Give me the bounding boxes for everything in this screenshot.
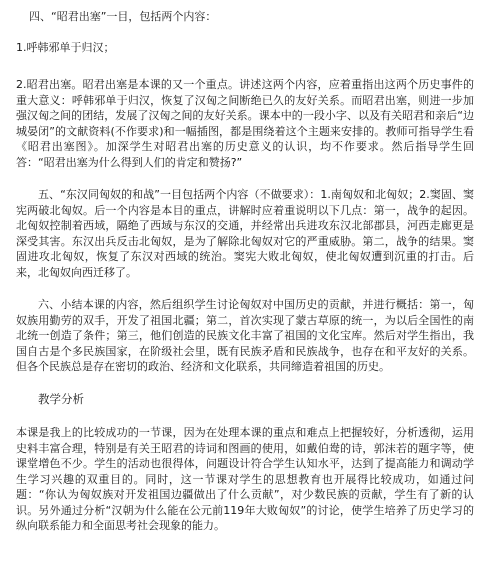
section-five-paragraph: 五、“东汉同匈奴的和战”一目包括两个内容（不做要求）：1.南匈奴和北匈奴；2.窦固、窦宪两破北匈奴。后一个内容是本目的重点，讲解时应着重说明以下几点：第一，战争的起因。北匈奴控制着西域，隔绝了西域与东汉的交通，并经常出兵进攻东汉北部郡县，河西走廊更是深受其害。东汉出兵反击北匈奴，是为了解除北匈奴对它的严重威胁。第二，战争的结果。窦固进攻北匈奴，恢复了东汉对西域的统治。窦宪大败北匈奴，使北匈奴遭到沉重的打击。后来，北匈奴向西迁移了。 [16, 188, 474, 279]
section-six-paragraph: 六、小结本课的内容，然后组织学生讨论匈奴对中国历史的贡献，并进行概括：第一，匈奴族用勤劳的双手，开发了祖国北疆；第二，首次实现了蒙古草原的统一，为以后全国性的南北统一创造了条件；第三，他们创造的民族文化丰富了祖国的文化宝库。然后对学生指出，我国自古是个多民族国家，在阶级社会里，既有民族矛盾和民族战争，也存在和平友好的关系。但各个民族总是存在密切的政治、经济和文化联系，共同缔造着祖国的历史。 [16, 298, 474, 373]
point-two-paragraph: 2.昭君出塞。昭君出塞是本课的又一个重点。讲述这两个内容，应着重指出这两个历史事件的重大意义：呼韩邪单于归汉，恢复了汉匈之间断绝已久的友好关系。而昭君出塞，则进一步加强汉匈之间的团结，发展了汉匈之间的友好关系。课本中的一段小字、以及有关昭君和亲后“边城晏闭”的文献资料(不作要求)和一幅插图，都是围绕着这个主题来安排的。教师可指导学生看《昭君出塞图》。加深学生对昭君出塞的历史意义的认识，均不作要求。然后指导学生回答：“昭君出塞为什么得到人们的肯定和赞扬?” [16, 78, 474, 169]
teaching-analysis-title: 教学分析 [38, 391, 84, 406]
teaching-analysis-paragraph: 本课是我上的比较成功的一节课，因为在处理本课的重点和难点上把握较好，分析透彻，运用史料丰富合理，特别是有关王昭君的诗词和图画的使用，如戴伯鸯的诗，郭沫若的题字等，使课堂增色不少。学生的活动也很得体，问题设计符合学生认知水平，达到了提高能力和调动学生学习兴趣的双重目的。同时，这一节课对学生的思想教育也开展得比较成功，如通过问题：“你认为匈奴族对开发祖国边疆做出了什么贡献”，对少数民族的贡献，学生有了新的认识。另外通过分析“汉朝为什么能在公元前119年大败匈奴”的讨论，使学生培养了历史学习的纵向联系能力和全面思考社会现象的能力。 [16, 426, 474, 532]
section-four-heading: 四、“昭君出塞”一目，包括两个内容： [29, 10, 217, 23]
point-one: 1.呼韩邪单于归汉； [16, 40, 115, 54]
